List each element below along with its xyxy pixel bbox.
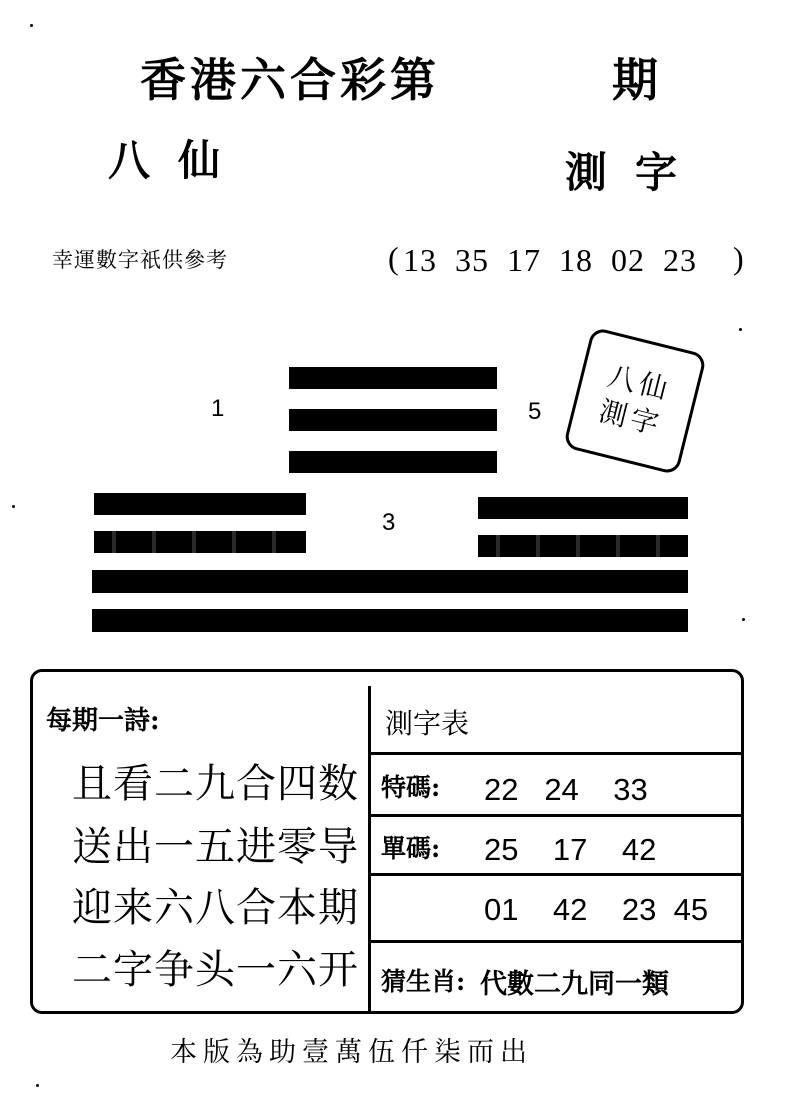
trigram-label-middle: 3	[382, 509, 396, 536]
lucky-open-paren: (	[388, 240, 400, 276]
table-heading: 測字表	[385, 707, 470, 740]
lucky-numbers-label: 幸運數字祇供參考	[52, 248, 228, 272]
left-bar-2	[94, 531, 306, 553]
lucky-numbers: 13 35 17 18 02 23	[403, 242, 697, 278]
poem-line-2: 送出一五进零导	[72, 824, 359, 870]
row-divider-2	[370, 814, 742, 817]
title-right: 期	[612, 53, 662, 107]
single-numbers-label: 單碼:	[381, 834, 441, 863]
poem-line-1: 且看二九合四数	[72, 761, 359, 807]
scan-speck	[12, 505, 15, 508]
poem-line-3: 迎来六八合本期	[72, 885, 359, 931]
scan-speck	[742, 618, 745, 621]
poem-line-4: 二字争头一六开	[72, 947, 359, 993]
row-divider-1	[370, 752, 742, 755]
right-bar-2	[478, 535, 688, 557]
poem-heading: 每期一詩:	[46, 706, 160, 736]
subtitle-left: 八仙	[108, 136, 249, 185]
lucky-close-paren: )	[733, 240, 745, 276]
scan-speck	[30, 24, 33, 27]
special-numbers: 22 24 33	[484, 772, 648, 807]
single-numbers: 25 17 42	[484, 832, 657, 867]
row-divider-3	[370, 873, 742, 876]
stamp-seal	[563, 327, 707, 476]
full-bar-2	[92, 609, 688, 632]
full-bar-1	[92, 570, 688, 593]
zodiac-answer: 代數二九同一類	[480, 969, 669, 1000]
subtitle-right: 測字	[565, 148, 706, 197]
footer-note: 本版為助壹萬伍仟柒而出	[170, 1037, 533, 1068]
stamp-line-1: 八仙	[604, 359, 675, 407]
title-left: 香港六合彩第	[140, 53, 440, 107]
right-bar-1	[478, 497, 688, 519]
scan-speck	[739, 328, 742, 331]
trigram-label-right: 5	[528, 398, 542, 425]
zodiac-label: 猜生肖:	[381, 967, 466, 996]
special-numbers-label: 特碼:	[381, 773, 441, 802]
extra-numbers: 01 42 23 45	[484, 892, 709, 927]
row-divider-4	[370, 940, 742, 943]
top-bar-3	[289, 451, 497, 473]
column-divider	[368, 686, 371, 1012]
scan-speck	[36, 1084, 39, 1087]
top-bar-1	[289, 367, 497, 389]
trigram-label-left: 1	[211, 395, 225, 422]
left-bar-1	[94, 493, 306, 515]
stamp-line-2: 測字	[595, 394, 666, 442]
top-bar-2	[289, 409, 497, 431]
